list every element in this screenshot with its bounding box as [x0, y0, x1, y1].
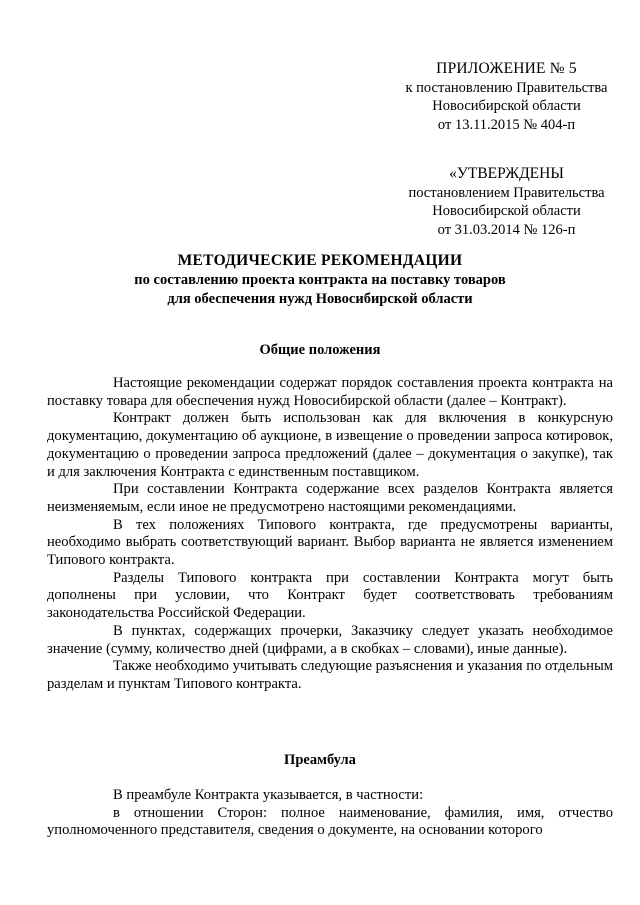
- paragraph: Также необходимо учитывать следующие разъяснения и указания по отдельным разделам и пунктам Типового контракта.: [47, 658, 613, 692]
- appendix-line: от 13.11.2015 № 404-п: [437, 116, 576, 133]
- paragraph: в отношении Сторон: полное наименование, фамилия, имя, отчество уполномоченного представителя, сведения о документе, на основании которого: [47, 804, 613, 839]
- paragraph: Разделы Типового контракта при составлении Контракта могут быть дополнены при условии, что Контракт будет соответствовать требованиям законодательства Российской Федерации.: [47, 569, 613, 622]
- paragraph: Настоящие рекомендации содержат порядок составления проекта контракта на поставку товара для обеспечения нужд Новосибирской области (далее – Контракт).: [47, 375, 613, 409]
- appendix-line: к постановлению Правительства: [405, 79, 608, 96]
- general-section-body: [47, 375, 613, 694]
- appendix-line: Новосибирской области: [432, 98, 581, 115]
- appendix-block: [384, 60, 629, 134]
- approval-line: от 31.03.2014 № 126-п: [437, 221, 576, 238]
- document-title-main: МЕТОДИЧЕСКИЕ РЕКОМЕНДАЦИИ: [177, 252, 463, 269]
- approval-block: [384, 165, 629, 239]
- section-heading-general: Общие положения: [259, 342, 381, 358]
- document-title-subtitle: для обеспечения нужд Новосибирской области: [167, 291, 473, 307]
- document-title: [40, 251, 600, 309]
- approval-line: постановлением Правительства: [408, 184, 605, 201]
- document-title-subtitle: по составлению проекта контракта на поставку товаров: [134, 272, 506, 288]
- preamble-section-body: [47, 787, 613, 840]
- approval-title: «УТВЕРЖДЕНЫ: [449, 165, 564, 182]
- paragraph: В пунктах, содержащих прочерки, Заказчику следует указать необходимое значение (сумму, количество дней (цифрами, а в скобках – словами), иные данные).: [47, 622, 613, 657]
- approval-line: Новосибирской области: [432, 203, 581, 220]
- paragraph: В преамбуле Контракта указывается, в частности:: [113, 787, 424, 803]
- paragraph: В тех положениях Типового контракта, где предусмотрены варианты, необходимо выбрать соответствующий вариант. Выбор варианта не является изменением Типового контракта.: [47, 516, 613, 569]
- appendix-title: ПРИЛОЖЕНИЕ № 5: [436, 60, 577, 77]
- paragraph: Контракт должен быть использован как для включения в конкурсную документацию, документацию об аукционе, в извещение о проведении запроса котировок, документацию о проведении запроса предложений (далее – документация о закупке), так и для заключения Контракта с единственным поставщиком.: [47, 410, 613, 480]
- paragraph: При составлении Контракта содержание всех разделов Контракта является неизменяемым, если иное не предусмотрено настоящими рекомендациями.: [47, 481, 613, 515]
- section-heading-preamble: Преамбула: [284, 752, 356, 768]
